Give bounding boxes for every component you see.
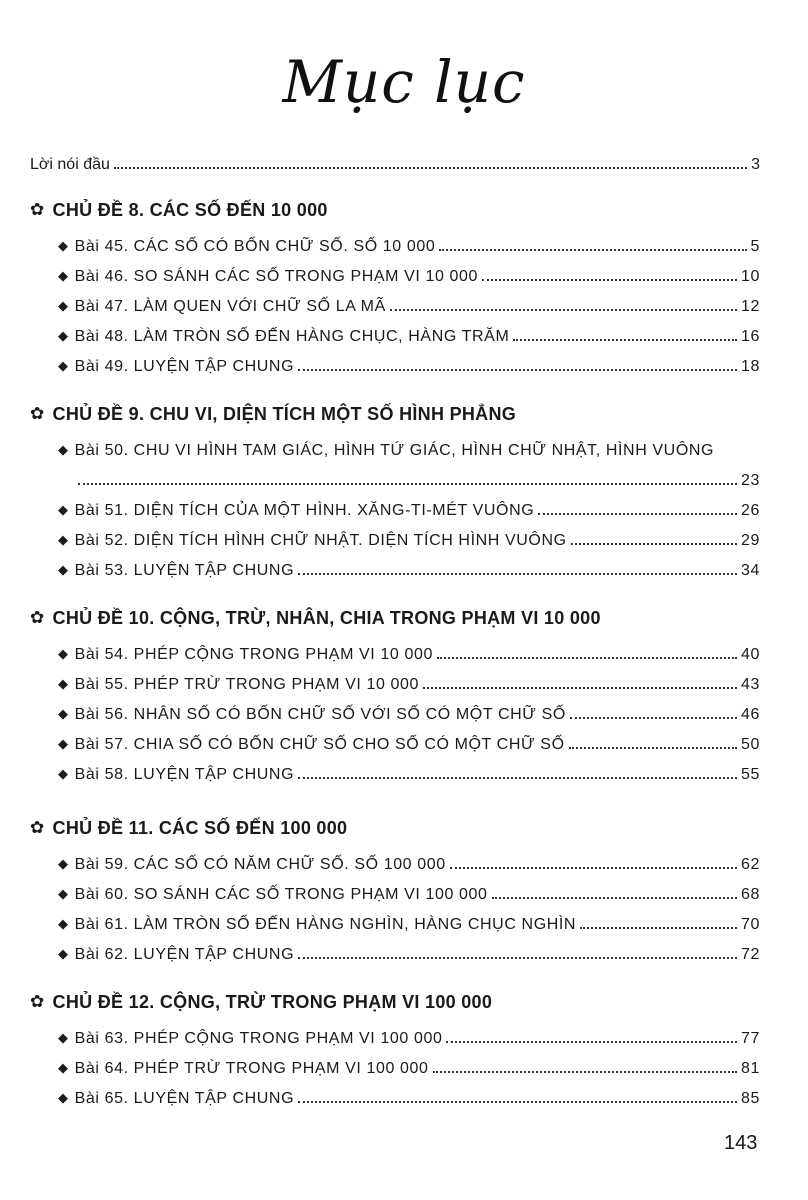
intro-page: 3	[751, 156, 760, 173]
dot-leader	[78, 482, 737, 485]
item-page: 34	[741, 562, 760, 579]
item-page: 43	[741, 676, 760, 693]
toc-item[interactable]	[58, 844, 760, 874]
item-label: Bài 65. LUYỆN TẬP CHUNG	[74, 1090, 295, 1107]
diamond-bullet-icon: ◆	[58, 268, 69, 283]
item-page: 77	[741, 1030, 760, 1047]
item-page: 5	[750, 238, 760, 255]
diamond-bullet-icon: ◆	[58, 1090, 69, 1105]
toc-item[interactable]	[58, 1078, 760, 1108]
diamond-bullet-icon: ◆	[58, 328, 69, 343]
diamond-bullet-icon: ◆	[58, 736, 69, 751]
dot-leader	[571, 542, 737, 545]
dot-leader	[450, 866, 737, 869]
diamond-bullet-icon: ◆	[58, 706, 69, 721]
dot-leader	[538, 512, 737, 515]
toc-item[interactable]	[58, 286, 760, 316]
item-page: 55	[741, 766, 760, 783]
item-label: Bài 56. NHÂN SỐ CÓ BỐN CHỮ SỐ VỚI SỐ CÓ MỘT CHỮ SỐ	[74, 706, 566, 723]
section-chu-de-9	[30, 398, 770, 580]
flower-icon: ✿	[30, 992, 45, 1011]
item-label: Bài 49. LUYỆN TẬP CHUNG	[74, 358, 295, 375]
item-label: Bài 50. CHU VI HÌNH TAM GIÁC, HÌNH TỨ GIÁC, HÌNH CHỮ NHẬT, HÌNH VUÔNG	[74, 442, 715, 459]
toc-item[interactable]	[58, 226, 760, 256]
diamond-bullet-icon: ◆	[58, 1030, 69, 1045]
toc-item[interactable]	[58, 346, 760, 376]
item-label: Bài 62. LUYỆN TẬP CHUNG	[74, 946, 295, 963]
dot-leader	[423, 686, 737, 689]
section-heading-text: CHỦ ĐỀ 10. CỘNG, TRỪ, NHÂN, CHIA TRONG PHẠM VI 10 000	[52, 607, 601, 628]
flower-icon: ✿	[30, 818, 45, 837]
dot-leader	[390, 308, 737, 311]
diamond-bullet-icon: ◆	[58, 358, 69, 373]
section-heading	[30, 986, 770, 1018]
diamond-bullet-icon: ◆	[58, 946, 69, 961]
dot-leader	[439, 248, 746, 251]
intro-entry[interactable]	[30, 150, 760, 174]
dot-leader	[298, 572, 737, 575]
section-chu-de-12	[30, 986, 770, 1108]
toc-item[interactable]	[58, 724, 760, 754]
item-label: Bài 46. SO SÁNH CÁC SỐ TRONG PHẠM VI 10 000	[74, 268, 479, 285]
item-label: Bài 55. PHÉP TRỪ TRONG PHẠM VI 10 000	[74, 676, 420, 693]
toc-item[interactable]	[58, 934, 760, 964]
dot-leader	[433, 1070, 737, 1073]
item-page: 10	[741, 268, 760, 285]
diamond-bullet-icon: ◆	[58, 676, 69, 691]
section-chu-de-8	[30, 194, 770, 376]
item-page: 70	[741, 916, 760, 933]
item-page: 16	[741, 328, 760, 345]
diamond-bullet-icon: ◆	[58, 502, 69, 517]
diamond-bullet-icon: ◆	[58, 298, 69, 313]
dot-leader	[298, 1100, 737, 1103]
toc-item[interactable]	[58, 1048, 760, 1078]
toc-item[interactable]	[58, 316, 760, 346]
section-heading	[30, 398, 770, 430]
item-label: Bài 52. DIỆN TÍCH HÌNH CHỮ NHẬT. DIỆN TÍCH HÌNH VUÔNG	[74, 532, 567, 549]
diamond-bullet-icon: ◆	[58, 1060, 69, 1075]
dot-leader	[570, 716, 737, 719]
item-page: 72	[741, 946, 760, 963]
toc-item[interactable]	[58, 1018, 760, 1048]
dot-leader	[298, 776, 737, 779]
dot-leader	[569, 746, 737, 749]
item-label: Bài 57. CHIA SỐ CÓ BỐN CHỮ SỐ CHO SỐ CÓ MỘT CHỮ SỐ	[74, 736, 565, 753]
flower-icon: ✿	[30, 404, 45, 423]
flower-icon: ✿	[30, 200, 45, 219]
section-heading-text: CHỦ ĐỀ 8. CÁC SỐ ĐẾN 10 000	[52, 199, 328, 220]
item-label: Bài 63. PHÉP CỘNG TRONG PHẠM VI 100 000	[74, 1030, 443, 1047]
diamond-bullet-icon: ◆	[58, 238, 69, 253]
dot-leader	[513, 338, 737, 341]
section-chu-de-11	[30, 812, 770, 964]
diamond-bullet-icon: ◆	[58, 856, 69, 871]
item-label: Bài 54. PHÉP CỘNG TRONG PHẠM VI 10 000	[74, 646, 433, 663]
item-label: Bài 53. LUYỆN TẬP CHUNG	[74, 562, 295, 579]
diamond-bullet-icon: ◆	[58, 766, 69, 781]
toc-item[interactable]	[58, 874, 760, 904]
toc-item[interactable]	[58, 520, 760, 550]
item-page: 85	[741, 1090, 760, 1107]
item-page: 46	[741, 706, 760, 723]
toc-item[interactable]	[58, 256, 760, 286]
page-number: 143	[724, 1132, 758, 1154]
intro-label: Lời nói đầu	[30, 156, 110, 173]
item-page: 50	[741, 736, 760, 753]
diamond-bullet-icon: ◆	[58, 532, 69, 547]
section-chu-de-10	[30, 602, 770, 784]
item-label: Bài 60. SO SÁNH CÁC SỐ TRONG PHẠM VI 100 000	[74, 886, 488, 903]
item-label: Bài 59. CÁC SỐ CÓ NĂM CHỮ SỐ. SỐ 100 000	[74, 856, 446, 873]
item-page: 29	[741, 532, 760, 549]
section-heading	[30, 812, 770, 844]
section-heading-text: CHỦ ĐỀ 9. CHU VI, DIỆN TÍCH MỘT SỐ HÌNH PHẲNG	[52, 403, 517, 424]
section-heading-text: CHỦ ĐỀ 11. CÁC SỐ ĐẾN 100 000	[52, 817, 348, 838]
toc-item[interactable]	[58, 904, 760, 934]
diamond-bullet-icon: ◆	[58, 562, 69, 577]
item-label: Bài 51. DIỆN TÍCH CỦA MỘT HÌNH. XĂNG-TI-MÉT VUÔNG	[74, 502, 535, 519]
flower-icon: ✿	[30, 608, 45, 627]
item-label: Bài 47. LÀM QUEN VỚI CHỮ SỐ LA MÃ	[74, 298, 386, 315]
item-page: 12	[741, 298, 760, 315]
toc-item[interactable]	[58, 490, 760, 520]
item-page: 68	[741, 886, 760, 903]
dot-leader	[298, 368, 737, 371]
toc-item[interactable]	[58, 430, 760, 490]
item-label: Bài 58. LUYỆN TẬP CHUNG	[74, 766, 295, 783]
dot-leader	[114, 166, 747, 169]
dot-leader	[492, 896, 737, 899]
toc-item[interactable]	[58, 694, 760, 724]
toc-item[interactable]	[58, 664, 760, 694]
section-heading	[30, 602, 770, 634]
diamond-bullet-icon: ◆	[58, 886, 69, 901]
toc-item[interactable]	[58, 634, 760, 664]
dot-leader	[298, 956, 737, 959]
diamond-bullet-icon: ◆	[58, 442, 69, 457]
dot-leader	[482, 278, 737, 281]
dot-leader	[446, 1040, 737, 1043]
diamond-bullet-icon: ◆	[58, 916, 69, 931]
section-heading	[30, 194, 770, 226]
item-label: Bài 48. LÀM TRÒN SỐ ĐẾN HÀNG CHỤC, HÀNG TRĂM	[74, 328, 510, 345]
item-page: 40	[741, 646, 760, 663]
item-label: Bài 45. CÁC SỐ CÓ BỐN CHỮ SỐ. SỐ 10 000	[74, 238, 436, 255]
page-title: Mục lục	[282, 48, 526, 116]
section-heading-text: CHỦ ĐỀ 12. CỘNG, TRỪ TRONG PHẠM VI 100 000	[52, 991, 493, 1012]
item-label: Bài 61. LÀM TRÒN SỐ ĐẾN HÀNG NGHÌN, HÀNG CHỤC NGHÌN	[74, 916, 577, 933]
toc-item[interactable]	[58, 754, 760, 784]
item-page: 18	[741, 358, 760, 375]
dot-leader	[580, 926, 737, 929]
item-page: 62	[741, 856, 760, 873]
item-label: Bài 64. PHÉP TRỪ TRONG PHẠM VI 100 000	[74, 1060, 429, 1077]
diamond-bullet-icon: ◆	[58, 646, 69, 661]
toc-item[interactable]	[58, 550, 760, 580]
item-page: 26	[741, 502, 760, 519]
dot-leader	[437, 656, 737, 659]
item-page: 23	[741, 472, 760, 489]
item-page: 81	[741, 1060, 760, 1077]
